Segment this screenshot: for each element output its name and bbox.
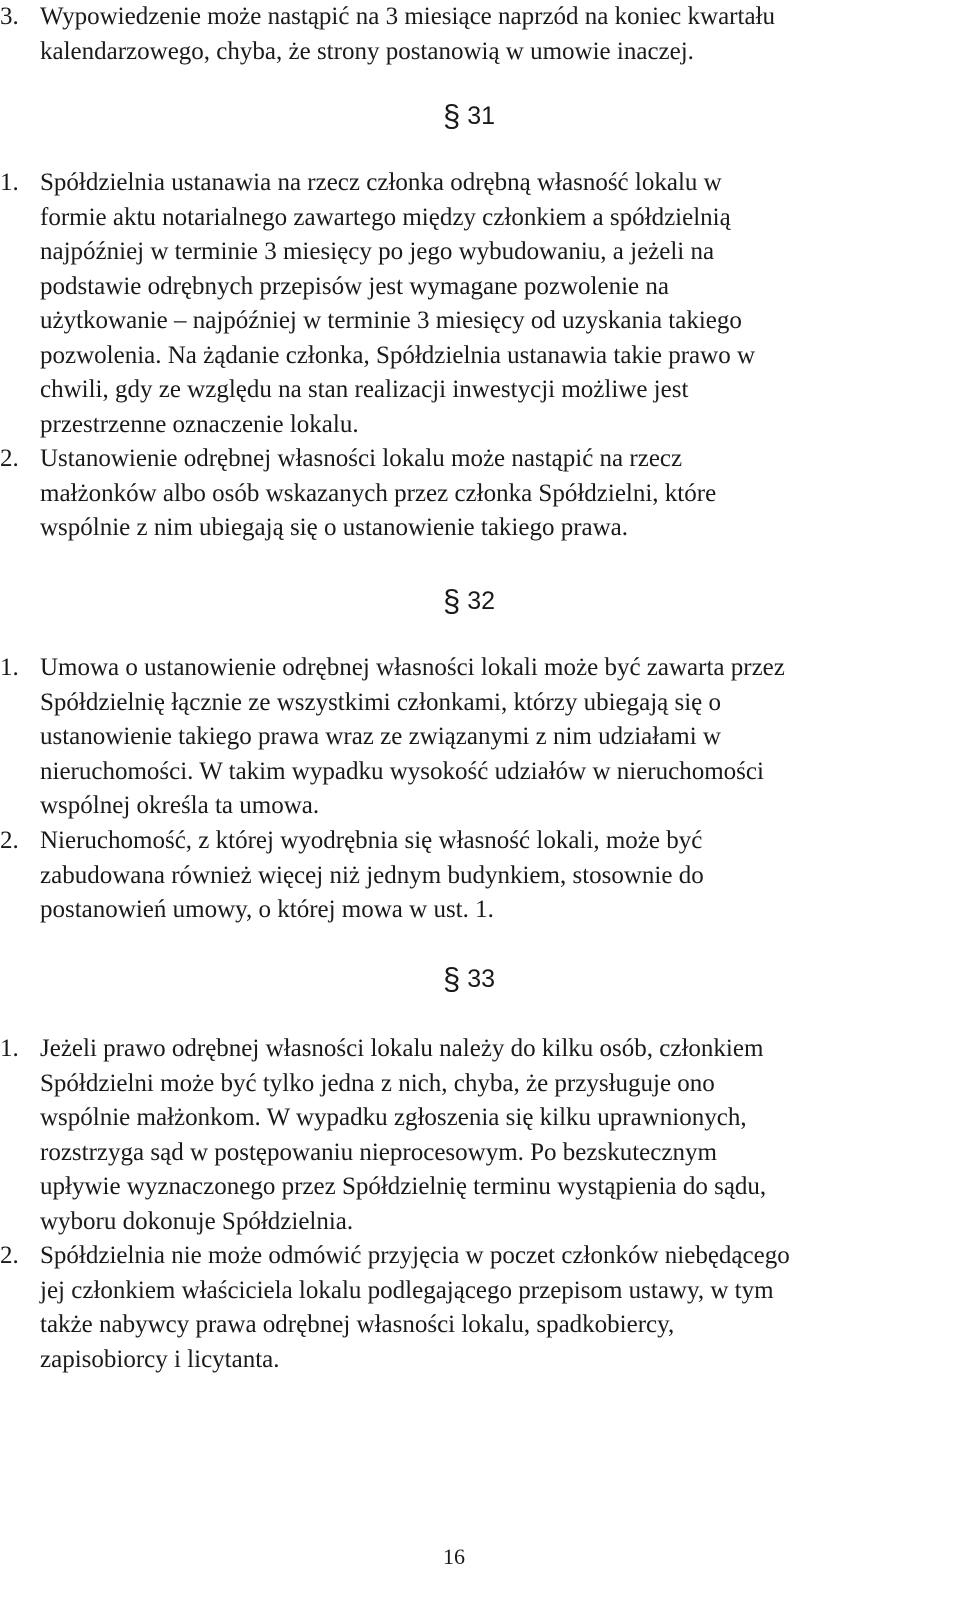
item-text: Spółdzielnia nie może odmówić przyjęcia w poczet członków niebędącego jej członkiem właściciela lokalu podlegającego przepisom ustawy, w tym także nabywcy prawa odrębnej własności lokalu, spadkobiercy, zapisobiorcy i licytanta. — [40, 1242, 790, 1373]
paragraph-item — [0, 166, 950, 442]
item-text: Spółdzielnia ustanawia na rzecz członka odrębną własność lokalu w formie aktu notarialnego zawartego między członkiem a spółdzielnią najpóźniej w terminie 3 miesięcy po jego wybudowaniu, a jeżeli na podstawie odrębnych przepisów jest wymagane pozwolenie na użytkowanie – najpóźniej w terminie 3 miesięcy od uzyskania takiego pozwolenia. Na żądanie członka, Spółdzielnia ustanawia takie prawo w chwili, gdy ze względu na stan realizacji inwestycji możliwe jest przestrzenne oznaczenie lokalu. — [40, 169, 756, 438]
item-number: 1. — [0, 169, 19, 196]
paragraph-item — [0, 1239, 950, 1377]
section-heading — [443, 961, 496, 996]
item-text: Ustanowienie odrębnej własności lokalu może nastąpić na rzecz małżonków albo osób wskazanych przez członka Spółdzielni, które wspólnie z nim ubiegają się o ustanowienie takiego prawa. — [40, 445, 717, 541]
section-number: 31 — [467, 102, 496, 130]
item-number: 2. — [0, 827, 19, 854]
item-text: Umowa o ustanowienie odrębnej własności lokali może być zawarta przez Spółdzielnię łącznie ze wszystkimi członkami, którzy ubiegają się o ustanowienie takiego prawa wraz ze związanymi z nim udziałami w nieruchomości. W takim wypadku wysokość udziałów w nieruchomości wspólnej określa ta umowa. — [40, 654, 785, 819]
page-number: 16 — [443, 1544, 465, 1569]
section-heading — [443, 583, 496, 618]
paragraph-item — [0, 824, 950, 928]
item-number: 1. — [0, 654, 19, 681]
section-symbol: § — [443, 98, 461, 133]
section-symbol: § — [443, 961, 461, 996]
section-symbol: § — [443, 583, 461, 618]
paragraph-item — [0, 0, 950, 69]
item-text: Wypowiedzenie może nastąpić na 3 miesiące naprzód na koniec kwartału kalendarzowego, chyba, że strony postanowią w umowie inaczej. — [40, 3, 775, 65]
item-number: 1. — [0, 1035, 19, 1062]
item-number: 2. — [0, 1242, 19, 1269]
item-text: Jeżeli prawo odrębnej własności lokalu należy do kilku osób, członkiem Spółdzielni może być tylko jedna z nich, chyba, że przysługuje ono wspólnie małżonkom. W wypadku zgłoszenia się kilku uprawnionych, rozstrzyga sąd w postępowaniu nieprocesowym. Po bezskutecznym upływie wyznaczonego przez Spółdzielnię terminu wystąpienia do sądu, wyboru dokonuje Spółdzielnia. — [40, 1035, 767, 1235]
section-number: 32 — [467, 587, 496, 615]
paragraph-item — [0, 442, 950, 546]
paragraph-item — [0, 1032, 950, 1239]
item-number: 3. — [0, 3, 19, 30]
paragraph-item — [0, 651, 950, 824]
item-number: 2. — [0, 445, 19, 472]
section-number: 33 — [467, 965, 496, 993]
section-heading — [443, 98, 496, 133]
item-text: Nieruchomość, z której wyodrębnia się własność lokali, może być zabudowana również więcej niż jednym budynkiem, stosownie do postanowień umowy, o której mowa w ust. 1. — [40, 827, 704, 923]
